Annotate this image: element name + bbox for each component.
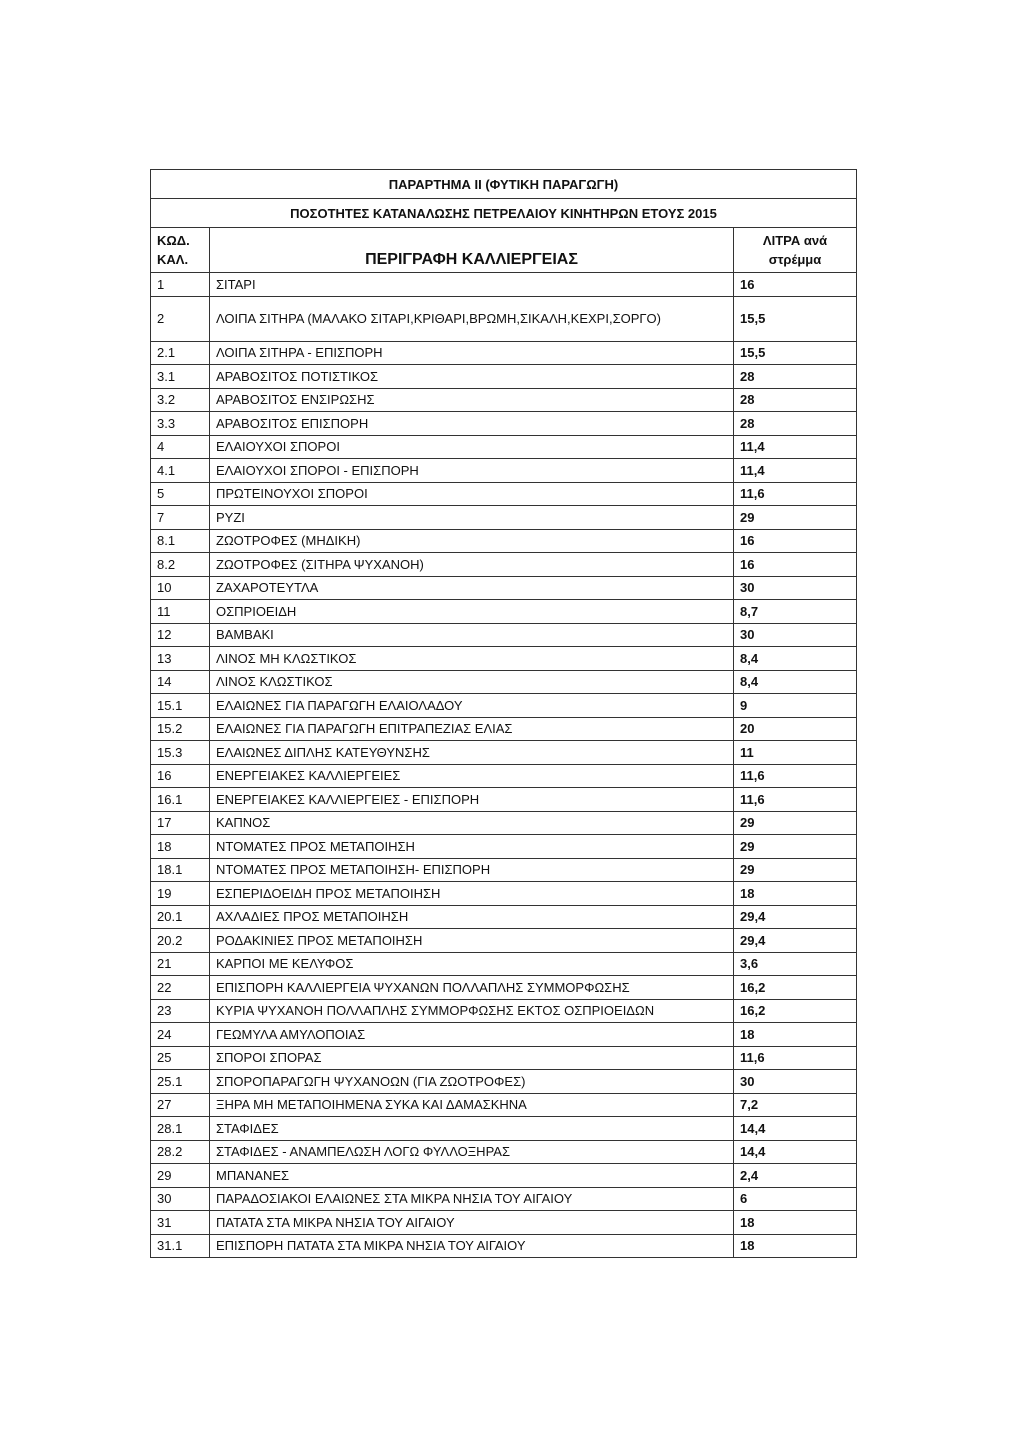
row-code: 20.1 (151, 905, 210, 929)
row-code: 30 (151, 1187, 210, 1211)
table-row (151, 482, 857, 506)
row-code: 23 (151, 999, 210, 1023)
row-litres: 28 (734, 388, 857, 412)
consumption-table (150, 169, 857, 1258)
row-description: ΝΤΟΜΑΤΕΣ ΠΡΟΣ ΜΕΤΑΠΟΙΗΣΗ (210, 835, 734, 859)
table-row (151, 1093, 857, 1117)
row-description: ΓΕΩΜΥΛΑ ΑΜΥΛΟΠΟΙΑΣ (210, 1023, 734, 1047)
table-body (151, 170, 857, 1258)
row-description: ΖΑΧΑΡΟΤΕΥΤΛΑ (210, 576, 734, 600)
row-description: ΛΙΝΟΣ ΜΗ ΚΛΩΣΤΙΚΟΣ (210, 647, 734, 671)
row-description: ΡΥΖΙ (210, 506, 734, 530)
row-description: ΚΑΡΠΟΙ ΜΕ ΚΕΛΥΦΟΣ (210, 952, 734, 976)
row-litres: 11,4 (734, 459, 857, 483)
row-litres: 8,7 (734, 600, 857, 624)
row-description: ΡΟΔΑΚΙΝΙΕΣ ΠΡΟΣ ΜΕΤΑΠΟΙΗΣΗ (210, 929, 734, 953)
row-code: 8.1 (151, 529, 210, 553)
row-litres: 29 (734, 811, 857, 835)
table-row (151, 388, 857, 412)
row-litres: 16,2 (734, 976, 857, 1000)
row-code: 2.1 (151, 341, 210, 365)
row-litres: 7,2 (734, 1093, 857, 1117)
row-code: 15.1 (151, 694, 210, 718)
row-code: 14 (151, 670, 210, 694)
row-description: ΕΝΕΡΓΕΙΑΚΕΣ ΚΑΛΛΙΕΡΓΕΙΕΣ (210, 764, 734, 788)
table-row (151, 529, 857, 553)
row-description: ΛΟΙΠΑ ΣΙΤΗΡΑ - ΕΠΙΣΠΟΡΗ (210, 341, 734, 365)
table-row (151, 952, 857, 976)
row-litres: 11,6 (734, 482, 857, 506)
row-litres: 11 (734, 741, 857, 765)
row-litres: 29 (734, 858, 857, 882)
header-litres-line2: στρέμμα (768, 252, 822, 267)
row-litres: 6 (734, 1187, 857, 1211)
row-litres: 20 (734, 717, 857, 741)
table-row (151, 576, 857, 600)
row-code: 15.3 (151, 741, 210, 765)
row-code: 21 (151, 952, 210, 976)
table-row (151, 694, 857, 718)
row-description: ΣΤΑΦΙΔΕΣ - ΑΝΑΜΠΕΛΩΣΗ ΛΟΓΩ ΦΥΛΛΟΞΗΡΑΣ (210, 1140, 734, 1164)
row-description: ΑΡΑΒΟΣΙΤΟΣ ΕΠΙΣΠΟΡΗ (210, 412, 734, 436)
row-description: ΠΑΡΑΔΟΣΙΑΚΟΙ ΕΛΑΙΩΝΕΣ ΣΤΑ ΜΙΚΡΑ ΝΗΣΙΑ ΤΟΥ ΑΙΓΑΙΟΥ (210, 1187, 734, 1211)
table-row (151, 811, 857, 835)
table-row (151, 929, 857, 953)
table-row (151, 717, 857, 741)
document-title: ΠΑΡΑΡΤΗΜΑ ΙΙ (ΦΥΤΙΚΗ ΠΑΡΑΓΩΓΗ) (151, 170, 857, 199)
row-code: 17 (151, 811, 210, 835)
subtitle-row (151, 199, 857, 228)
row-code: 31.1 (151, 1234, 210, 1258)
row-litres: 29 (734, 506, 857, 530)
row-description: ΞΗΡΑ ΜΗ ΜΕΤΑΠΟΙΗΜΕΝΑ ΣΥΚΑ ΚΑΙ ΔΑΜΑΣΚΗΝΑ (210, 1093, 734, 1117)
row-litres: 29 (734, 835, 857, 859)
table-row (151, 1234, 857, 1258)
row-description: ΠΑΤΑΤΑ ΣΤΑ ΜΙΚΡΑ ΝΗΣΙΑ ΤΟΥ ΑΙΓΑΙΟΥ (210, 1211, 734, 1235)
row-code: 28.2 (151, 1140, 210, 1164)
table-row (151, 788, 857, 812)
table-row (151, 1211, 857, 1235)
row-description: ΕΣΠΕΡΙΔΟΕΙΔΗ ΠΡΟΣ ΜΕΤΑΠΟΙΗΣΗ (210, 882, 734, 906)
row-litres: 2,4 (734, 1164, 857, 1188)
row-litres: 18 (734, 1234, 857, 1258)
row-description: ΑΧΛΑΔΙΕΣ ΠΡΟΣ ΜΕΤΑΠΟΙΗΣΗ (210, 905, 734, 929)
row-code: 15.2 (151, 717, 210, 741)
row-code: 25.1 (151, 1070, 210, 1094)
row-description: ΚΥΡΙΑ ΨΥΧΑΝΟΗ ΠΟΛΛΑΠΛΗΣ ΣΥΜΜΟΡΦΩΣΗΣ ΕΚΤΟΣ ΟΣΠΡΙΟΕΙΔΩΝ (210, 999, 734, 1023)
table-row (151, 341, 857, 365)
row-code: 2 (151, 296, 210, 341)
table-row (151, 553, 857, 577)
table-row (151, 1046, 857, 1070)
row-description: ΜΠΑΝΑΝΕΣ (210, 1164, 734, 1188)
header-litres-line1: ΛΙΤΡΑ ανά (762, 233, 828, 248)
table-row (151, 858, 857, 882)
row-litres: 11,6 (734, 764, 857, 788)
row-description: ΕΠΙΣΠΟΡΗ ΚΑΛΛΙΕΡΓΕΙΑ ΨΥΧΑΝΩΝ ΠΟΛΛΑΠΛΗΣ ΣΥΜΜΟΡΦΩΣΗΣ (210, 976, 734, 1000)
row-litres: 3,6 (734, 952, 857, 976)
table-row (151, 999, 857, 1023)
table-row (151, 623, 857, 647)
row-litres: 14,4 (734, 1117, 857, 1141)
row-litres: 18 (734, 1211, 857, 1235)
header-row (151, 228, 857, 273)
row-litres: 16 (734, 529, 857, 553)
row-code: 29 (151, 1164, 210, 1188)
row-litres: 11,6 (734, 788, 857, 812)
row-litres: 15,5 (734, 341, 857, 365)
row-code: 11 (151, 600, 210, 624)
row-description: ΝΤΟΜΑΤΕΣ ΠΡΟΣ ΜΕΤΑΠΟΙΗΣΗ- ΕΠΙΣΠΟΡΗ (210, 858, 734, 882)
row-description: ΑΡΑΒΟΣΙΤΟΣ ΠΟΤΙΣΤΙΚΟΣ (210, 365, 734, 389)
row-code: 3.3 (151, 412, 210, 436)
row-litres: 18 (734, 882, 857, 906)
row-litres: 30 (734, 1070, 857, 1094)
row-description: ΣΠΟΡΟΙ ΣΠΟΡΑΣ (210, 1046, 734, 1070)
row-code: 31 (151, 1211, 210, 1235)
row-description: ΕΠΙΣΠΟΡΗ ΠΑΤΑΤΑ ΣΤΑ ΜΙΚΡΑ ΝΗΣΙΑ ΤΟΥ ΑΙΓΑΙΟΥ (210, 1234, 734, 1258)
row-description: ΟΣΠΡΙΟΕΙΔΗ (210, 600, 734, 624)
row-litres: 18 (734, 1023, 857, 1047)
table-row (151, 412, 857, 436)
row-code: 4 (151, 435, 210, 459)
table-row (151, 273, 857, 297)
row-code: 3.2 (151, 388, 210, 412)
row-code: 5 (151, 482, 210, 506)
table-row (151, 1070, 857, 1094)
row-description: ΛΙΝΟΣ ΚΛΩΣΤΙΚΟΣ (210, 670, 734, 694)
table-row (151, 647, 857, 671)
row-litres: 30 (734, 576, 857, 600)
table-row (151, 976, 857, 1000)
table-row (151, 296, 857, 341)
row-litres: 28 (734, 412, 857, 436)
table-row (151, 764, 857, 788)
row-code: 24 (151, 1023, 210, 1047)
row-description: ΕΛΑΙΩΝΕΣ ΔΙΠΛΗΣ ΚΑΤΕΥΘΥΝΣΗΣ (210, 741, 734, 765)
table-row (151, 1164, 857, 1188)
row-description: ΠΡΩΤΕΙΝΟΥΧΟΙ ΣΠΟΡΟΙ (210, 482, 734, 506)
row-description: ΚΑΠΝΟΣ (210, 811, 734, 835)
row-litres: 28 (734, 365, 857, 389)
table-row (151, 365, 857, 389)
row-litres: 29,4 (734, 929, 857, 953)
row-code: 4.1 (151, 459, 210, 483)
header-description: ΠΕΡΙΓΡΑΦΗ ΚΑΛΛΙΕΡΓΕΙΑΣ (210, 228, 734, 273)
row-litres: 16 (734, 273, 857, 297)
row-description: ΣΤΑΦΙΔΕΣ (210, 1117, 734, 1141)
row-code: 28.1 (151, 1117, 210, 1141)
row-litres: 9 (734, 694, 857, 718)
row-litres: 11,4 (734, 435, 857, 459)
table-row (151, 670, 857, 694)
row-description: ΣΙΤΑΡΙ (210, 273, 734, 297)
row-code: 3.1 (151, 365, 210, 389)
table-row (151, 882, 857, 906)
table-row (151, 435, 857, 459)
row-description: ΖΩΟΤΡΟΦΕΣ (ΣΙΤΗΡΑ ΨΥΧΑΝΟΗ) (210, 553, 734, 577)
table-row (151, 459, 857, 483)
row-code: 18 (151, 835, 210, 859)
row-description: ΣΠΟΡΟΠΑΡΑΓΩΓΗ ΨΥΧΑΝΟΩΝ (ΓΙΑ ΖΩΟΤΡΟΦΕΣ) (210, 1070, 734, 1094)
table-row (151, 835, 857, 859)
row-code: 25 (151, 1046, 210, 1070)
table-row (151, 741, 857, 765)
row-code: 20.2 (151, 929, 210, 953)
row-description: ΕΛΑΙΟΥΧΟΙ ΣΠΟΡΟΙ - ΕΠΙΣΠΟΡΗ (210, 459, 734, 483)
table-row (151, 506, 857, 530)
header-code-line2: ΚΑΛ. (157, 252, 189, 267)
header-code-line1: ΚΩΔ. (157, 233, 190, 248)
table-row (151, 1140, 857, 1164)
table-row (151, 905, 857, 929)
row-litres: 16,2 (734, 999, 857, 1023)
row-litres: 8,4 (734, 647, 857, 671)
table-row (151, 1023, 857, 1047)
row-code: 16 (151, 764, 210, 788)
row-litres: 8,4 (734, 670, 857, 694)
row-litres: 14,4 (734, 1140, 857, 1164)
table-row (151, 600, 857, 624)
row-code: 13 (151, 647, 210, 671)
row-description: ΒΑΜΒΑΚΙ (210, 623, 734, 647)
title-row (151, 170, 857, 199)
row-description: ΖΩΟΤΡΟΦΕΣ (ΜΗΔΙΚΗ) (210, 529, 734, 553)
row-code: 16.1 (151, 788, 210, 812)
row-description: ΕΝΕΡΓΕΙΑΚΕΣ ΚΑΛΛΙΕΡΓΕΙΕΣ - ΕΠΙΣΠΟΡΗ (210, 788, 734, 812)
row-litres: 15,5 (734, 296, 857, 341)
row-description: ΑΡΑΒΟΣΙΤΟΣ ΕΝΣΙΡΩΣΗΣ (210, 388, 734, 412)
row-litres: 11,6 (734, 1046, 857, 1070)
row-code: 27 (151, 1093, 210, 1117)
table-row (151, 1117, 857, 1141)
row-description: ΕΛΑΙΩΝΕΣ ΓΙΑ ΠΑΡΑΓΩΓΗ ΕΛΑΙΟΛΑΔΟΥ (210, 694, 734, 718)
row-code: 12 (151, 623, 210, 647)
row-litres: 30 (734, 623, 857, 647)
header-litres (734, 228, 857, 273)
row-code: 10 (151, 576, 210, 600)
row-description: ΕΛΑΙΟΥΧΟΙ ΣΠΟΡΟΙ (210, 435, 734, 459)
header-code (151, 228, 210, 273)
row-code: 22 (151, 976, 210, 1000)
document-subtitle: ΠΟΣΟΤΗΤΕΣ ΚΑΤΑΝΑΛΩΣΗΣ ΠΕΤΡΕΛΑΙΟΥ ΚΙΝΗΤΗΡΩΝ ΕΤΟΥΣ 2015 (151, 199, 857, 228)
table-row (151, 1187, 857, 1211)
row-description: ΛΟΙΠΑ ΣΙΤΗΡΑ (ΜΑΛΑΚΟ ΣΙΤΑΡΙ,ΚΡΙΘΑΡΙ,ΒΡΩΜΗ,ΣΙΚΑΛΗ,ΚΕΧΡΙ,ΣΟΡΓΟ) (210, 296, 734, 341)
row-litres: 29,4 (734, 905, 857, 929)
row-code: 1 (151, 273, 210, 297)
row-code: 8.2 (151, 553, 210, 577)
row-code: 19 (151, 882, 210, 906)
row-litres: 16 (734, 553, 857, 577)
row-description: ΕΛΑΙΩΝΕΣ ΓΙΑ ΠΑΡΑΓΩΓΗ ΕΠΙΤΡΑΠΕΖΙΑΣ ΕΛΙΑΣ (210, 717, 734, 741)
row-code: 18.1 (151, 858, 210, 882)
row-code: 7 (151, 506, 210, 530)
